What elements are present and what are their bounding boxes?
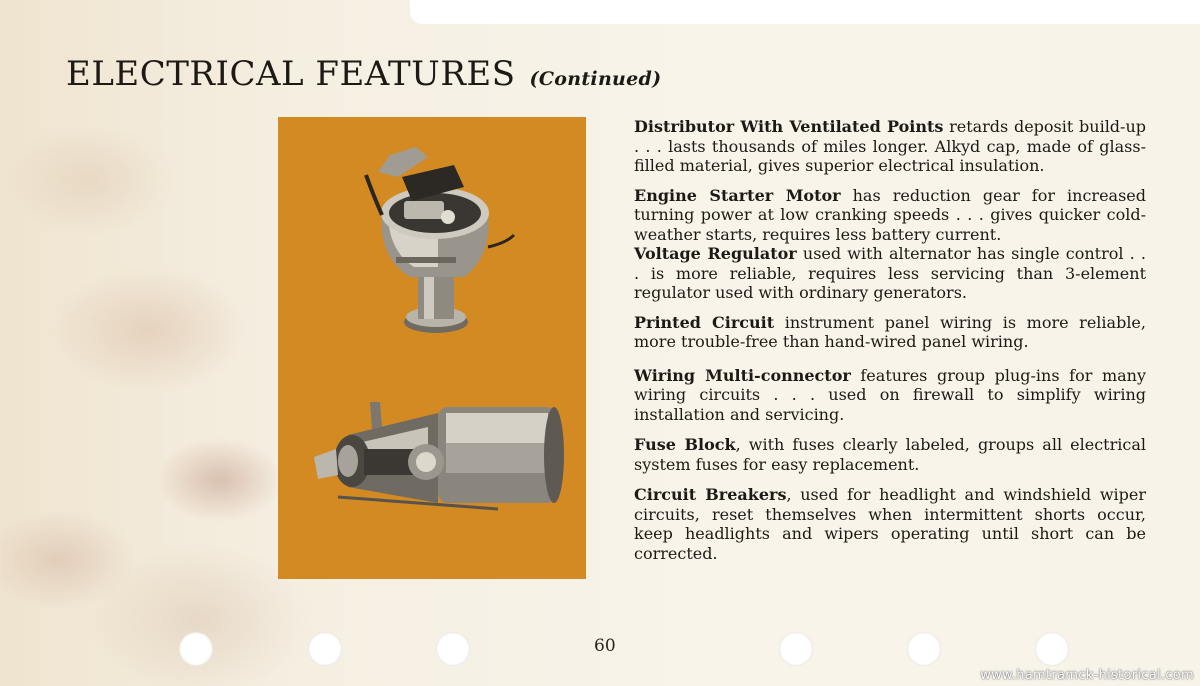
- feature-description: features group plug-ins for many wiring circuits . . . used on firewall to simplify wiring installation and servicing.: [634, 365, 1146, 424]
- title-text: ELECTRICAL FEATURES: [66, 54, 516, 94]
- page-top-edge: [410, 0, 1200, 24]
- illustration-svg: [278, 117, 586, 579]
- binder-hole: [779, 632, 813, 666]
- starter-motor-image: [314, 402, 564, 509]
- feature-description: instrument panel wiring is more reliable, more trouble-free than hand-wired panel wiring.: [634, 312, 1146, 351]
- feature-description: used with alternator has single control . . . is more reliable, requires less servicing than 3-element regulator used with ordinary generators.: [634, 244, 1147, 302]
- feature-paragraph: [634, 366, 1146, 425]
- feature-title: Engine Starter Motor: [634, 185, 841, 205]
- binder-hole: [907, 632, 941, 666]
- binder-hole: [308, 632, 342, 666]
- feature-paragraph: [634, 435, 1146, 474]
- feature-paragraph: [634, 186, 1146, 245]
- illustration-panel: [278, 117, 586, 579]
- feature-title: Wiring Multi-connector: [634, 365, 851, 385]
- feature-title: Fuse Block: [634, 435, 736, 454]
- features-text: [634, 117, 1146, 563]
- binder-hole: [1035, 632, 1069, 666]
- feature-description: , with fuses clearly labeled, groups all electrical system fuses for easy replacement.: [634, 435, 1146, 474]
- feature-paragraph: [634, 244, 1146, 303]
- page-title: [66, 54, 661, 94]
- feature-paragraph: [634, 313, 1146, 352]
- distributor-image: [366, 147, 514, 333]
- watermark: www.hamtramck-historical.com: [980, 668, 1194, 683]
- feature-paragraph: [634, 117, 1146, 176]
- feature-title: Voltage Regulator: [634, 244, 797, 263]
- feature-title: Printed Circuit: [634, 312, 775, 332]
- feature-title: Distributor With Ventilated Points: [634, 117, 944, 136]
- feature-description: retards deposit build-up . . . lasts thousands of miles longer. Alkyd cap, made of glass-filled material, gives superior electrical insulation.: [634, 117, 1146, 175]
- binder-hole: [436, 632, 470, 666]
- title-continued: (Continued): [529, 68, 662, 90]
- feature-paragraph: [634, 485, 1146, 563]
- binder-hole: [179, 632, 213, 666]
- feature-description: has reduction gear for increased turning power at low cranking speeds . . . gives quicker cold-weather starts, requires less battery current.: [634, 185, 1146, 244]
- page-number: 60: [594, 636, 616, 656]
- feature-title: Circuit Breakers: [634, 485, 787, 504]
- feature-description: , used for headlight and windshield wiper circuits, reset themselves when intermittent shorts occur, keep headlights and wipers operating until short can be corrected.: [634, 485, 1146, 563]
